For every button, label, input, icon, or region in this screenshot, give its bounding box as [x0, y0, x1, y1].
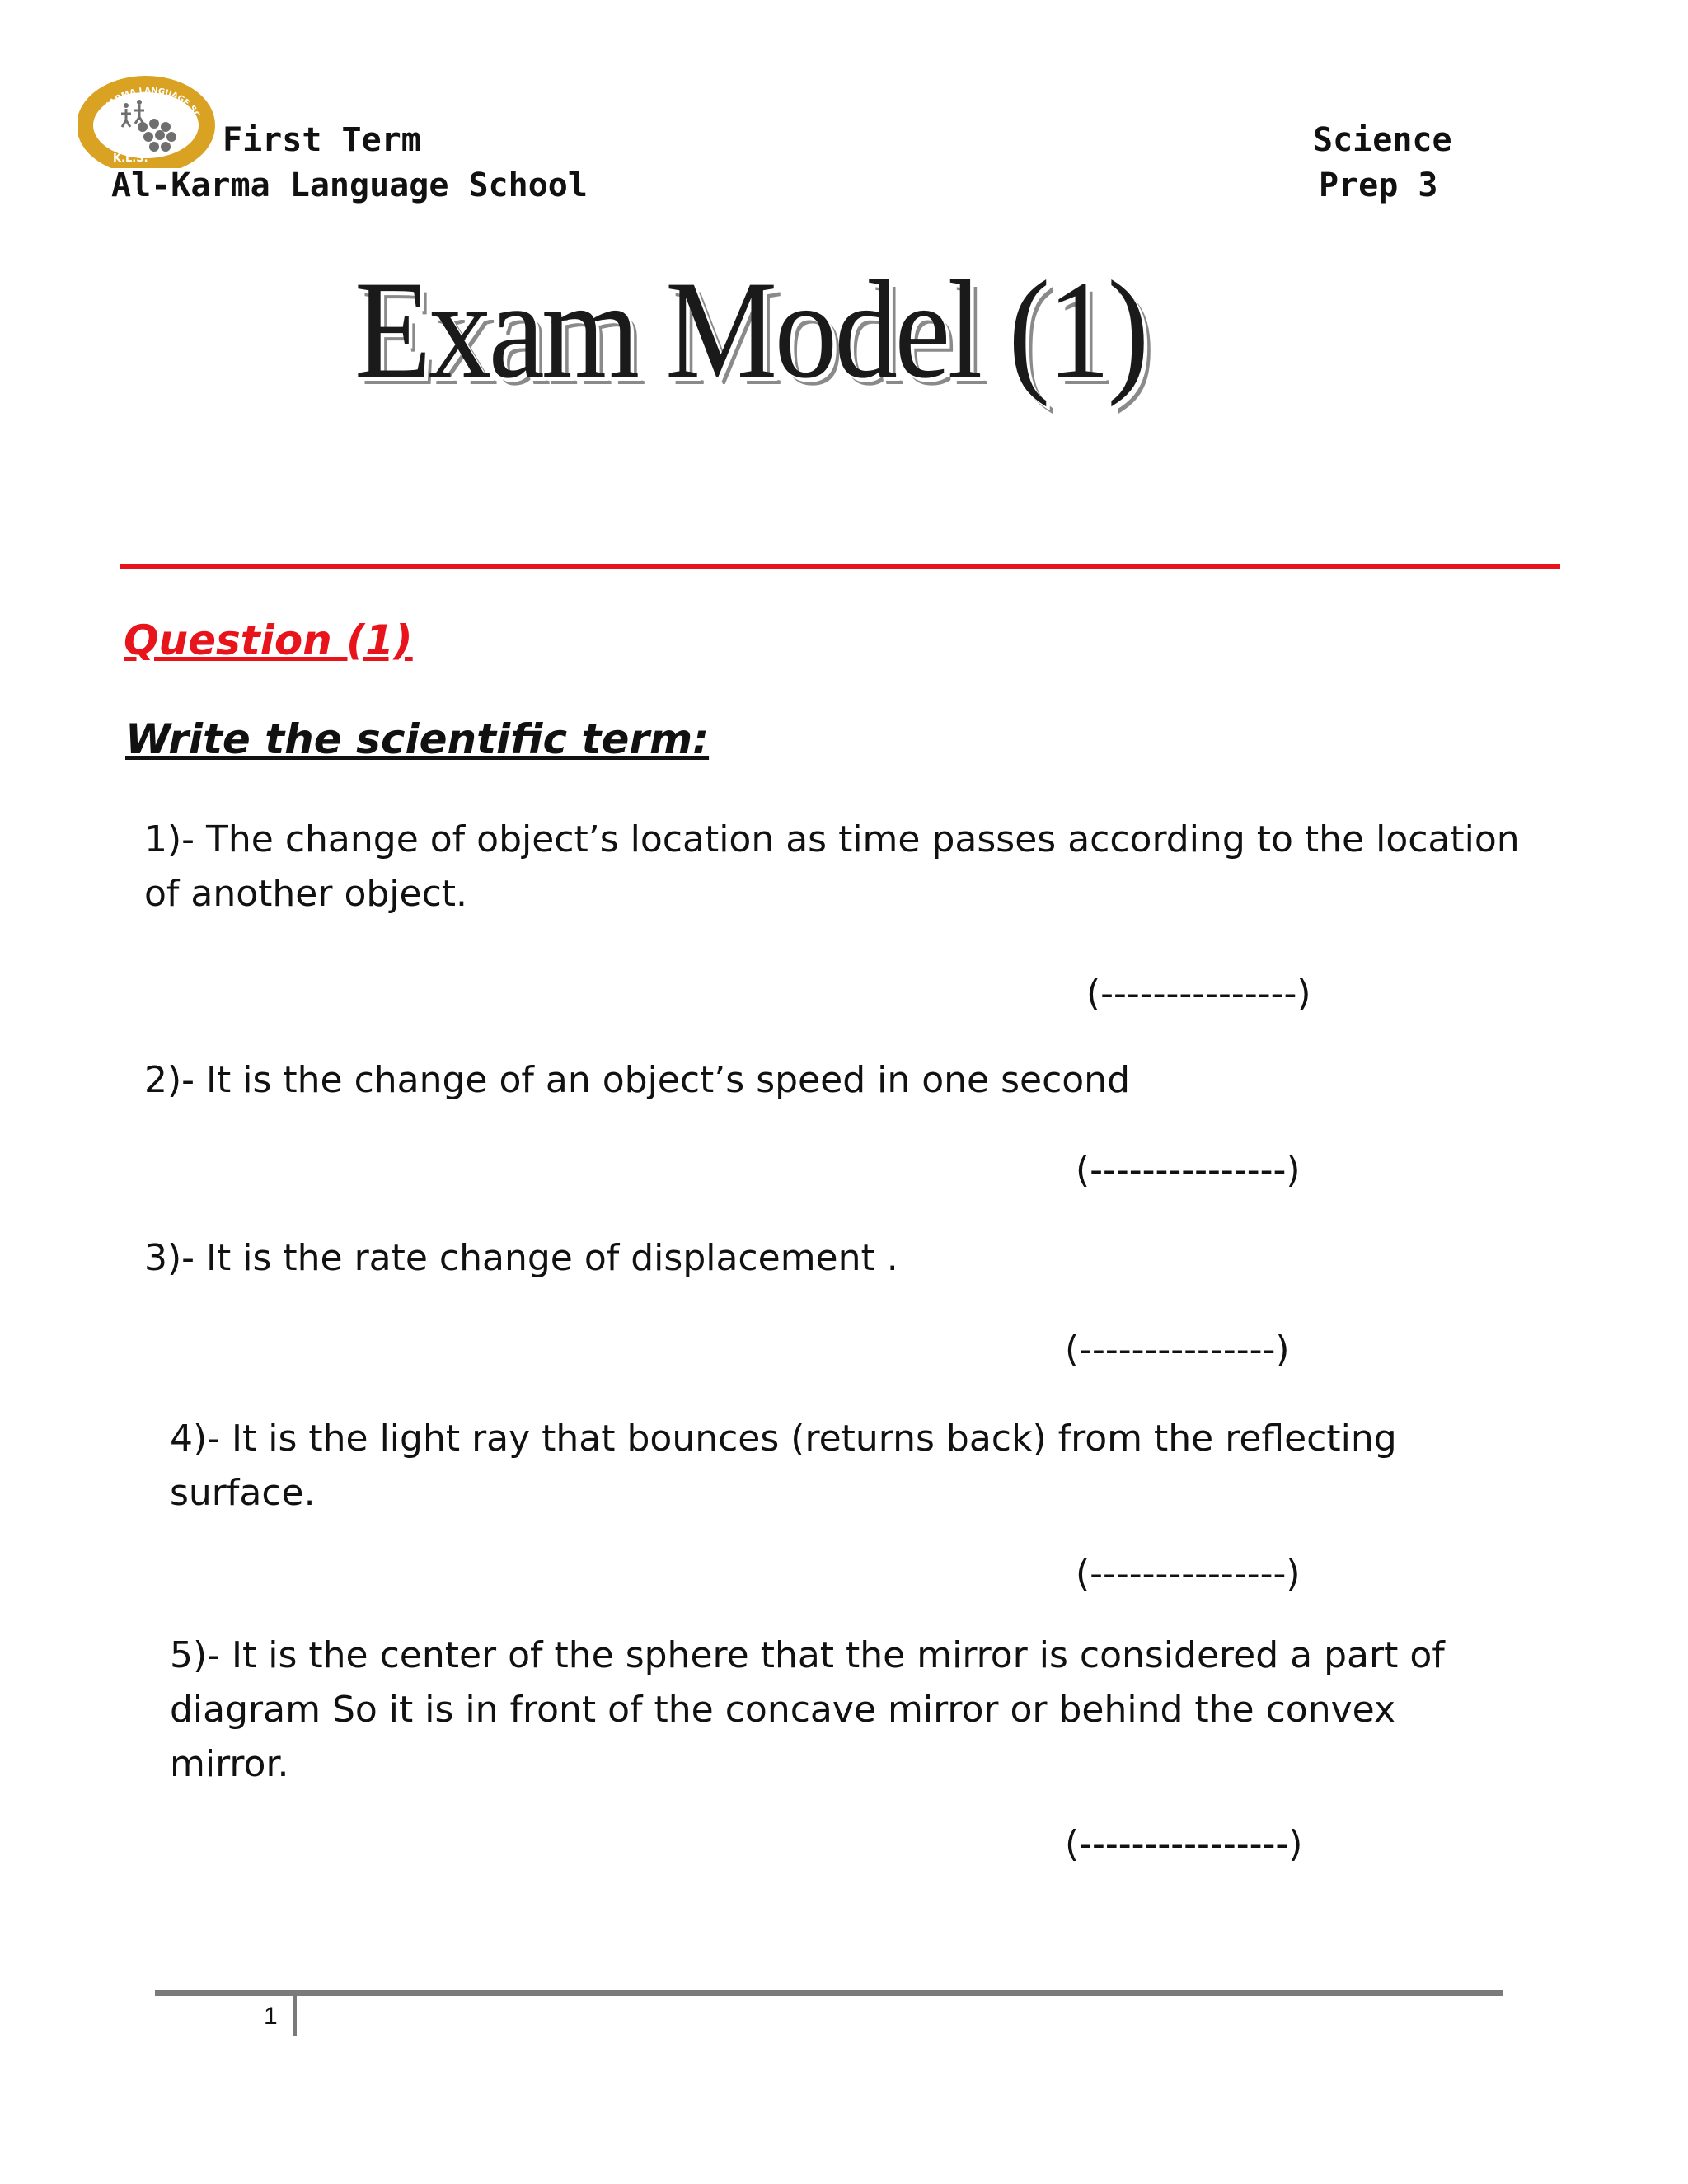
section-divider	[120, 564, 1560, 569]
question-item: 2)- It is the change of an object’s speed in one second	[144, 1059, 1130, 1101]
answer-blank: (---------------)	[1086, 972, 1311, 1015]
answer-blank: (---------------)	[1076, 1553, 1301, 1595]
exam-title: Exam Model (1)	[354, 252, 1146, 407]
answer-blank: (---------------)	[1065, 1329, 1290, 1371]
footer-rule	[155, 1990, 1503, 1996]
logo-arc-text: AL KARMA LANGUAGE SC	[95, 86, 202, 124]
school-name: Al-Karma Language School	[111, 166, 588, 204]
question-item: 4)- It is the light ray that bounces (returns back) from the reflecting surface.	[170, 1418, 1397, 1514]
question-item: 1)- The change of object’s location as time passes according to the location of another object.	[144, 818, 1520, 915]
question-heading: Question (1)	[124, 616, 413, 664]
page-number: 1	[264, 2003, 278, 2030]
school-logo	[78, 76, 218, 168]
answer-blank: (---------------)	[1076, 1149, 1301, 1191]
subject-label: Science	[1313, 121, 1452, 159]
term-label: First Term	[223, 121, 421, 159]
grade-label: Prep 3	[1319, 166, 1438, 204]
question-instruction: Write the scientific term:	[125, 715, 710, 763]
logo-initials: K.L.S.	[113, 152, 148, 165]
question-item: 3)- It is the rate change of displacement .	[144, 1237, 898, 1279]
footer-separator	[293, 1995, 297, 2036]
answer-blank: (----------------)	[1065, 1823, 1303, 1865]
question-item: 5)- It is the center of the sphere that the mirror is considered a part of diagram So it is in front of the concave mirror or behind the convex mirror.	[170, 1634, 1445, 1785]
